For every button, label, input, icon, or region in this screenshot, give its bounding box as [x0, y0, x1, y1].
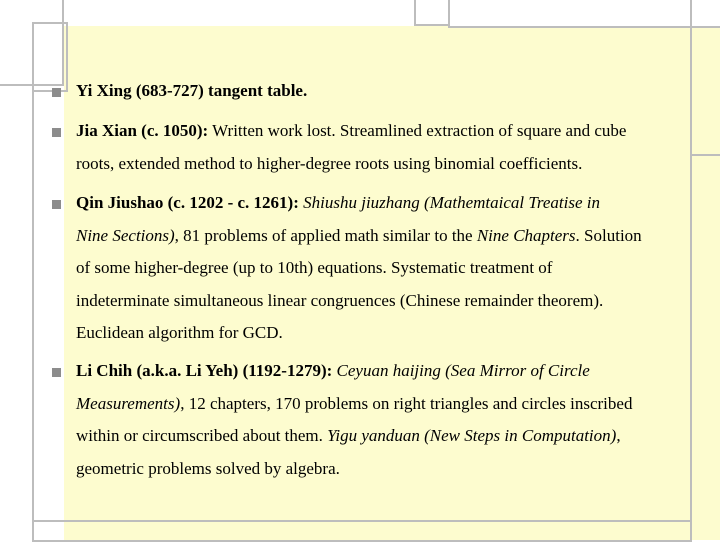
- text-run: indeterminate simultaneous linear congruences (Chinese remainder theorem).: [76, 290, 604, 310]
- text-run: Written work lost. Streamlined extraction of square and cube: [208, 121, 627, 140]
- text-run: . Solution: [575, 225, 642, 245]
- list-item-line: [76, 153, 582, 175]
- frame-right-vertical-rule: [690, 154, 692, 522]
- text-run: , 81 problems of applied math similar to the: [174, 225, 477, 245]
- frame-right-box: [690, 0, 720, 156]
- list-item-line: [76, 257, 552, 279]
- text-run: Euclidean algorithm for GCD.: [76, 323, 283, 343]
- italic-run: Shiushu jiuzhang (Mathemtaical Treatise in: [303, 193, 601, 212]
- list-item-line: [76, 290, 603, 312]
- text-run: geometric problems solved by algebra.: [76, 458, 340, 478]
- frame-left-vertical-rule: [32, 92, 34, 522]
- list-item-line: [76, 425, 621, 447]
- bold-run: Qin Jiushao (c. 1202 - c. 1261):: [76, 193, 299, 212]
- list-item-line: [76, 80, 307, 102]
- frame-top-right: [448, 0, 692, 28]
- text-run: ,: [616, 426, 621, 446]
- bold-run: Jia Xian (c. 1050):: [76, 121, 209, 140]
- frame-top-right-horizontal-rule: [448, 26, 720, 28]
- list-item-line: [76, 458, 340, 480]
- text-run: within or circumscribed about them.: [76, 426, 328, 446]
- text-run: of some higher-degree (up to 10th) equations. Systematic treatment of: [76, 258, 553, 278]
- text-run: roots, extended method to higher-degree roots using binomial coefficients.: [76, 153, 583, 173]
- frame-bottom-right: [32, 520, 692, 542]
- bullet-square-icon: [52, 200, 61, 209]
- bold-run: Li Chih (a.k.a. Li Yeh) (1192-1279):: [76, 361, 333, 380]
- italic-run: Nine Sections): [76, 225, 175, 245]
- bullet-square-icon: [52, 128, 61, 137]
- list-item-line: [76, 120, 626, 142]
- list-item-line: [76, 322, 283, 344]
- italic-run: Nine Chapters: [476, 225, 576, 245]
- frame-top-center: [414, 0, 450, 26]
- italic-run: Measurements): [76, 393, 181, 413]
- list-item-line: [76, 225, 642, 247]
- bullet-square-icon: [52, 88, 61, 97]
- frame-left-mid: [32, 22, 68, 92]
- list-item-line: [76, 192, 600, 214]
- bullet-square-icon: [52, 368, 61, 377]
- bold-run: Yi Xing (683-727) tangent table.: [76, 81, 308, 100]
- italic-run: Ceyuan haijing (Sea Mirror of Circle: [336, 361, 590, 380]
- list-item-line: [76, 393, 632, 415]
- italic-run: Yigu yanduan (New Steps in Computation): [327, 426, 617, 446]
- list-item-line: [76, 360, 590, 382]
- text-run: , 12 chapters, 170 problems on right triangles and circles inscribed: [180, 393, 633, 413]
